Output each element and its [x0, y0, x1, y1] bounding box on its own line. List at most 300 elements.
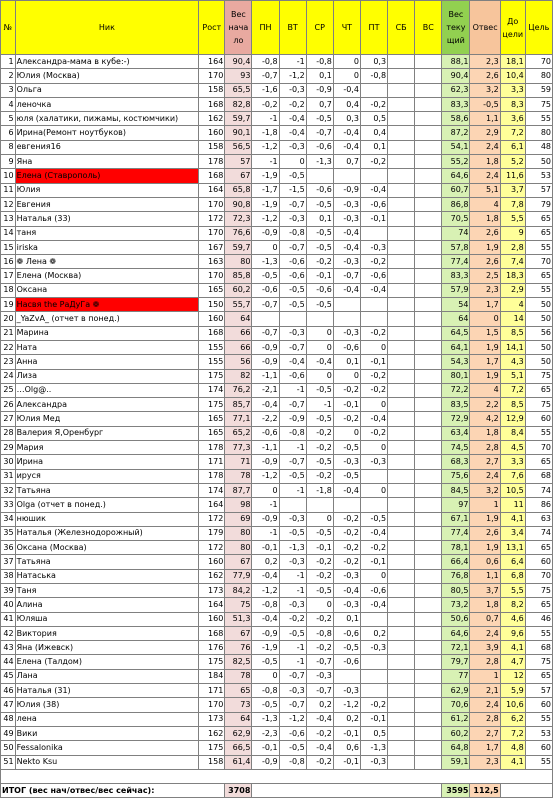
- row-sat[interactable]: [388, 726, 415, 740]
- row-goal[interactable]: 50: [525, 298, 552, 312]
- row-number[interactable]: 20: [1, 312, 16, 326]
- row-mon[interactable]: -0,4: [252, 569, 279, 583]
- row-number[interactable]: 27: [1, 412, 16, 426]
- row-name[interactable]: Ирина(Ремонт ноутбуков): [15, 126, 199, 140]
- total-current-weight[interactable]: 3595: [442, 784, 470, 798]
- row-current-weight[interactable]: 76,8: [442, 569, 470, 583]
- row-thu[interactable]: -0,4: [333, 140, 360, 154]
- row-sat[interactable]: [388, 212, 415, 226]
- row-number[interactable]: 50: [1, 741, 16, 755]
- row-mon[interactable]: -0,7: [252, 326, 279, 340]
- row-name[interactable]: Наталья (Железнодорожный): [15, 526, 199, 540]
- row-fri[interactable]: 0,4: [360, 126, 387, 140]
- row-number[interactable]: 2: [1, 69, 16, 83]
- row-lost[interactable]: 2,7: [470, 726, 500, 740]
- row-mon[interactable]: -0,8: [252, 684, 279, 698]
- row-wed[interactable]: -0,4: [306, 741, 333, 755]
- header-current-weight[interactable]: Вес теку щий: [442, 1, 470, 55]
- row-goal[interactable]: 65: [525, 541, 552, 555]
- row-number[interactable]: 11: [1, 183, 16, 197]
- row-sun[interactable]: [415, 369, 442, 383]
- row-number[interactable]: 6: [1, 126, 16, 140]
- row-fri[interactable]: [360, 655, 387, 669]
- row-thu[interactable]: -0,3: [333, 212, 360, 226]
- row-fri[interactable]: [360, 612, 387, 626]
- row-thu[interactable]: -0,6: [333, 626, 360, 640]
- row-sun[interactable]: [415, 541, 442, 555]
- row-to-goal[interactable]: 11,6: [500, 169, 525, 183]
- row-wed[interactable]: -0,8: [306, 55, 333, 69]
- row-number[interactable]: 23: [1, 355, 16, 369]
- row-current-weight[interactable]: 74,5: [442, 441, 470, 455]
- row-tue[interactable]: -0,5: [279, 626, 306, 640]
- row-fri[interactable]: -0,8: [360, 69, 387, 83]
- row-to-goal[interactable]: 5,5: [500, 212, 525, 226]
- row-to-goal[interactable]: 5,9: [500, 684, 525, 698]
- row-goal[interactable]: 55: [525, 426, 552, 440]
- row-to-goal[interactable]: 6,1: [500, 140, 525, 154]
- row-fri[interactable]: -0,2: [360, 97, 387, 111]
- row-tue[interactable]: -0,7: [279, 698, 306, 712]
- row-sat[interactable]: [388, 412, 415, 426]
- row-mon[interactable]: 0: [252, 240, 279, 254]
- row-current-weight[interactable]: 97: [442, 498, 470, 512]
- row-sun[interactable]: [415, 197, 442, 211]
- row-sat[interactable]: [388, 755, 415, 769]
- row-fri[interactable]: -0,2: [360, 426, 387, 440]
- row-lost[interactable]: 1,9: [470, 369, 500, 383]
- row-lost[interactable]: 2,5: [470, 269, 500, 283]
- row-to-goal[interactable]: 5,1: [500, 369, 525, 383]
- row-sat[interactable]: [388, 226, 415, 240]
- row-start-weight[interactable]: 80: [225, 526, 252, 540]
- row-current-weight[interactable]: 54,3: [442, 355, 470, 369]
- row-height[interactable]: 155: [199, 340, 225, 354]
- row-start-weight[interactable]: 69: [225, 512, 252, 526]
- row-goal[interactable]: 70: [525, 441, 552, 455]
- row-start-weight[interactable]: 84,2: [225, 583, 252, 597]
- row-sat[interactable]: [388, 355, 415, 369]
- row-lost[interactable]: 1,8: [470, 212, 500, 226]
- row-goal[interactable]: 70: [525, 255, 552, 269]
- row-number[interactable]: 16: [1, 255, 16, 269]
- row-height[interactable]: 174: [199, 483, 225, 497]
- row-thu[interactable]: 0: [333, 55, 360, 69]
- row-start-weight[interactable]: 61,4: [225, 755, 252, 769]
- total-start-weight[interactable]: 3708: [225, 784, 252, 798]
- header-tue[interactable]: ВТ: [279, 1, 306, 55]
- row-mon[interactable]: -1,6: [252, 83, 279, 97]
- row-goal[interactable]: 55: [525, 112, 552, 126]
- row-name[interactable]: Татьяна: [15, 483, 199, 497]
- row-goal[interactable]: 65: [525, 598, 552, 612]
- row-to-goal[interactable]: 14: [500, 312, 525, 326]
- row-current-weight[interactable]: 64,6: [442, 169, 470, 183]
- row-current-weight[interactable]: 64,8: [442, 741, 470, 755]
- row-tue[interactable]: -1: [279, 55, 306, 69]
- row-name[interactable]: Ирина: [15, 455, 199, 469]
- row-start-weight[interactable]: 65: [225, 684, 252, 698]
- row-number[interactable]: 51: [1, 755, 16, 769]
- row-thu[interactable]: -0,3: [333, 255, 360, 269]
- row-lost[interactable]: 4,2: [470, 412, 500, 426]
- row-sun[interactable]: [415, 498, 442, 512]
- row-sat[interactable]: [388, 555, 415, 569]
- row-goal[interactable]: 57: [525, 684, 552, 698]
- row-height[interactable]: 172: [199, 541, 225, 555]
- row-thu[interactable]: [333, 312, 360, 326]
- row-lost[interactable]: 2,6: [470, 255, 500, 269]
- row-thu[interactable]: -0,7: [333, 269, 360, 283]
- row-fri[interactable]: -0,6: [360, 197, 387, 211]
- row-lost[interactable]: 3,9: [470, 641, 500, 655]
- row-height[interactable]: 171: [199, 455, 225, 469]
- row-wed[interactable]: [306, 312, 333, 326]
- row-thu[interactable]: -0,3: [333, 197, 360, 211]
- row-lost[interactable]: 5,1: [470, 183, 500, 197]
- row-tue[interactable]: [279, 312, 306, 326]
- row-height[interactable]: 164: [199, 598, 225, 612]
- row-lost[interactable]: 0,6: [470, 555, 500, 569]
- row-fri[interactable]: [360, 498, 387, 512]
- row-lost[interactable]: 1,8: [470, 155, 500, 169]
- row-lost[interactable]: 1,7: [470, 355, 500, 369]
- row-lost[interactable]: 3,2: [470, 83, 500, 97]
- row-number[interactable]: 4: [1, 97, 16, 111]
- row-mon[interactable]: -0,4: [252, 612, 279, 626]
- row-to-goal[interactable]: 12: [500, 669, 525, 683]
- row-lost[interactable]: 2,1: [470, 684, 500, 698]
- row-mon[interactable]: -0,5: [252, 269, 279, 283]
- row-mon[interactable]: -1,2: [252, 469, 279, 483]
- row-wed[interactable]: 0: [306, 340, 333, 354]
- row-current-weight[interactable]: 50,6: [442, 612, 470, 626]
- row-fri[interactable]: [360, 298, 387, 312]
- row-start-weight[interactable]: 90,8: [225, 197, 252, 211]
- row-start-weight[interactable]: 66: [225, 340, 252, 354]
- row-mon[interactable]: -0,9: [252, 455, 279, 469]
- row-sun[interactable]: [415, 655, 442, 669]
- row-sun[interactable]: [415, 355, 442, 369]
- row-number[interactable]: 10: [1, 169, 16, 183]
- row-start-weight[interactable]: 78: [225, 469, 252, 483]
- row-start-weight[interactable]: 62,9: [225, 726, 252, 740]
- row-fri[interactable]: -0,1: [360, 712, 387, 726]
- row-number[interactable]: 36: [1, 541, 16, 555]
- row-name[interactable]: Olga (отчет в понед.): [15, 498, 199, 512]
- row-current-weight[interactable]: 59,1: [442, 755, 470, 769]
- row-goal[interactable]: 74: [525, 483, 552, 497]
- row-thu[interactable]: 0: [333, 426, 360, 440]
- row-sat[interactable]: [388, 626, 415, 640]
- row-fri[interactable]: -0,3: [360, 240, 387, 254]
- row-goal[interactable]: 55: [525, 283, 552, 297]
- row-lost[interactable]: 2,6: [470, 69, 500, 83]
- row-tue[interactable]: -1: [279, 483, 306, 497]
- row-wed[interactable]: -0,5: [306, 112, 333, 126]
- row-fri[interactable]: [360, 83, 387, 97]
- row-height[interactable]: 163: [199, 255, 225, 269]
- row-thu[interactable]: [333, 298, 360, 312]
- row-current-weight[interactable]: 77,4: [442, 255, 470, 269]
- row-mon[interactable]: -1: [252, 526, 279, 540]
- row-number[interactable]: 30: [1, 455, 16, 469]
- row-name[interactable]: Виктория: [15, 626, 199, 640]
- row-wed[interactable]: -0,7: [306, 684, 333, 698]
- row-mon[interactable]: -0,6: [252, 426, 279, 440]
- row-fri[interactable]: -0,2: [360, 155, 387, 169]
- row-height[interactable]: 150: [199, 298, 225, 312]
- row-name[interactable]: Марина: [15, 326, 199, 340]
- row-mon[interactable]: -0,9: [252, 340, 279, 354]
- row-name[interactable]: ируся: [15, 469, 199, 483]
- row-to-goal[interactable]: 3,3: [500, 455, 525, 469]
- row-thu[interactable]: -1,2: [333, 698, 360, 712]
- row-number[interactable]: 31: [1, 469, 16, 483]
- row-thu[interactable]: 0,6: [333, 741, 360, 755]
- row-fri[interactable]: -0,4: [360, 183, 387, 197]
- row-to-goal[interactable]: 7,4: [500, 255, 525, 269]
- row-sat[interactable]: [388, 641, 415, 655]
- row-goal[interactable]: 80: [525, 126, 552, 140]
- row-current-weight[interactable]: 68,3: [442, 455, 470, 469]
- row-fri[interactable]: -0,4: [360, 526, 387, 540]
- row-tue[interactable]: 0: [279, 155, 306, 169]
- row-thu[interactable]: -0,6: [333, 340, 360, 354]
- row-to-goal[interactable]: 4,6: [500, 612, 525, 626]
- row-tue[interactable]: -1: [279, 641, 306, 655]
- row-sat[interactable]: [388, 183, 415, 197]
- row-current-weight[interactable]: 80,5: [442, 583, 470, 597]
- row-number[interactable]: 22: [1, 340, 16, 354]
- row-wed[interactable]: [306, 169, 333, 183]
- row-fri[interactable]: -0,2: [360, 255, 387, 269]
- row-wed[interactable]: 0,1: [306, 212, 333, 226]
- row-to-goal[interactable]: 5,2: [500, 155, 525, 169]
- row-mon[interactable]: -0,9: [252, 355, 279, 369]
- row-tue[interactable]: -0,5: [279, 741, 306, 755]
- row-start-weight[interactable]: 76: [225, 641, 252, 655]
- row-thu[interactable]: 0,1: [333, 355, 360, 369]
- row-sun[interactable]: [415, 412, 442, 426]
- row-fri[interactable]: [360, 226, 387, 240]
- row-height[interactable]: 172: [199, 212, 225, 226]
- row-name[interactable]: Натаська: [15, 569, 199, 583]
- row-height[interactable]: 171: [199, 684, 225, 698]
- row-sun[interactable]: [415, 298, 442, 312]
- row-thu[interactable]: -0,2: [333, 512, 360, 526]
- row-name[interactable]: Яна (Ижевск): [15, 641, 199, 655]
- row-number[interactable]: 44: [1, 655, 16, 669]
- row-tue[interactable]: -0,5: [279, 526, 306, 540]
- row-height[interactable]: 172: [199, 512, 225, 526]
- row-mon[interactable]: -2,3: [252, 726, 279, 740]
- row-start-weight[interactable]: 59,7: [225, 112, 252, 126]
- row-to-goal[interactable]: 4,7: [500, 655, 525, 669]
- row-to-goal[interactable]: 7,2: [500, 383, 525, 397]
- row-mon[interactable]: -0,5: [252, 698, 279, 712]
- row-fri[interactable]: 0: [360, 569, 387, 583]
- row-number[interactable]: 1: [1, 55, 16, 69]
- row-wed[interactable]: -0,5: [306, 383, 333, 397]
- row-height[interactable]: 173: [199, 712, 225, 726]
- row-current-weight[interactable]: 80,1: [442, 369, 470, 383]
- row-lost[interactable]: 1,9: [470, 512, 500, 526]
- header-start-weight[interactable]: Вес нача ло: [225, 1, 252, 55]
- row-name[interactable]: Таня: [15, 583, 199, 597]
- row-height[interactable]: 164: [199, 183, 225, 197]
- row-tue[interactable]: -0,5: [279, 283, 306, 297]
- row-name[interactable]: Оксана (Москва): [15, 541, 199, 555]
- row-start-weight[interactable]: 87,7: [225, 483, 252, 497]
- row-lost[interactable]: 3,7: [470, 583, 500, 597]
- row-name[interactable]: Наталья (31): [15, 684, 199, 698]
- row-sun[interactable]: [415, 569, 442, 583]
- row-tue[interactable]: -0,3: [279, 83, 306, 97]
- row-sat[interactable]: [388, 55, 415, 69]
- row-wed[interactable]: -0,6: [306, 183, 333, 197]
- row-height[interactable]: 175: [199, 369, 225, 383]
- row-goal[interactable]: 68: [525, 469, 552, 483]
- row-sat[interactable]: [388, 383, 415, 397]
- row-current-weight[interactable]: 57,9: [442, 283, 470, 297]
- row-start-weight[interactable]: 66: [225, 326, 252, 340]
- row-thu[interactable]: 0,7: [333, 155, 360, 169]
- row-sat[interactable]: [388, 197, 415, 211]
- row-to-goal[interactable]: 10,4: [500, 69, 525, 83]
- row-wed[interactable]: -0,5: [306, 526, 333, 540]
- row-tue[interactable]: -0,4: [279, 126, 306, 140]
- row-wed[interactable]: -0,2: [306, 755, 333, 769]
- row-mon[interactable]: -1,2: [252, 583, 279, 597]
- row-current-weight[interactable]: 70,6: [442, 698, 470, 712]
- row-fri[interactable]: -0,2: [360, 698, 387, 712]
- row-mon[interactable]: 0,2: [252, 555, 279, 569]
- row-thu[interactable]: -0,4: [333, 126, 360, 140]
- row-lost[interactable]: 1: [470, 498, 500, 512]
- row-thu[interactable]: 0,1: [333, 612, 360, 626]
- row-current-weight[interactable]: 83,3: [442, 269, 470, 283]
- row-to-goal[interactable]: 3,3: [500, 83, 525, 97]
- row-goal[interactable]: 63: [525, 512, 552, 526]
- row-fri[interactable]: 0: [360, 441, 387, 455]
- row-tue[interactable]: -0,3: [279, 326, 306, 340]
- row-wed[interactable]: 0,7: [306, 97, 333, 111]
- row-tue[interactable]: -1: [279, 569, 306, 583]
- row-goal[interactable]: 80: [525, 69, 552, 83]
- row-wed[interactable]: -0,2: [306, 612, 333, 626]
- row-name[interactable]: Fessalonika: [15, 741, 199, 755]
- row-wed[interactable]: 0,2: [306, 698, 333, 712]
- row-height[interactable]: 176: [199, 641, 225, 655]
- row-number[interactable]: 19: [1, 298, 16, 312]
- row-fri[interactable]: 0,3: [360, 55, 387, 69]
- row-fri[interactable]: 0,5: [360, 112, 387, 126]
- row-height[interactable]: 158: [199, 140, 225, 154]
- row-height[interactable]: 168: [199, 97, 225, 111]
- row-lost[interactable]: 2,4: [470, 698, 500, 712]
- row-tue[interactable]: -0,8: [279, 226, 306, 240]
- row-sat[interactable]: [388, 441, 415, 455]
- row-sat[interactable]: [388, 684, 415, 698]
- row-sat[interactable]: [388, 612, 415, 626]
- row-fri[interactable]: 0,2: [360, 626, 387, 640]
- row-mon[interactable]: -1,9: [252, 197, 279, 211]
- row-lost[interactable]: 1: [470, 669, 500, 683]
- row-number[interactable]: 42: [1, 626, 16, 640]
- row-goal[interactable]: 55: [525, 240, 552, 254]
- row-start-weight[interactable]: 76,2: [225, 383, 252, 397]
- row-current-weight[interactable]: 58,6: [442, 112, 470, 126]
- row-goal[interactable]: 65: [525, 383, 552, 397]
- row-lost[interactable]: -0,5: [470, 97, 500, 111]
- row-mon[interactable]: -0,1: [252, 741, 279, 755]
- row-to-goal[interactable]: 6,8: [500, 569, 525, 583]
- row-to-goal[interactable]: 4,1: [500, 755, 525, 769]
- row-lost[interactable]: 2,3: [470, 755, 500, 769]
- row-height[interactable]: 168: [199, 326, 225, 340]
- row-number[interactable]: 14: [1, 226, 16, 240]
- row-height[interactable]: 160: [199, 612, 225, 626]
- row-tue[interactable]: -0,7: [279, 197, 306, 211]
- row-number[interactable]: 33: [1, 498, 16, 512]
- row-height[interactable]: 165: [199, 412, 225, 426]
- row-to-goal[interactable]: 8,2: [500, 598, 525, 612]
- row-mon[interactable]: [252, 312, 279, 326]
- row-thu[interactable]: 0: [333, 69, 360, 83]
- row-name[interactable]: Оксана: [15, 283, 199, 297]
- row-to-goal[interactable]: 7,6: [500, 469, 525, 483]
- row-sun[interactable]: [415, 512, 442, 526]
- row-start-weight[interactable]: 80: [225, 255, 252, 269]
- row-goal[interactable]: 68: [525, 641, 552, 655]
- row-wed[interactable]: -0,3: [306, 669, 333, 683]
- row-name[interactable]: леночка: [15, 97, 199, 111]
- row-number[interactable]: 35: [1, 526, 16, 540]
- row-number[interactable]: 18: [1, 283, 16, 297]
- row-number[interactable]: 25: [1, 383, 16, 397]
- row-fri[interactable]: [360, 669, 387, 683]
- header-height[interactable]: Рост: [199, 1, 225, 55]
- row-sun[interactable]: [415, 183, 442, 197]
- row-current-weight[interactable]: 55,2: [442, 155, 470, 169]
- row-lost[interactable]: 2,4: [470, 169, 500, 183]
- row-name[interactable]: Елена (Ставрополь): [15, 169, 199, 183]
- row-tue[interactable]: -1,2: [279, 69, 306, 83]
- row-mon[interactable]: -2,1: [252, 383, 279, 397]
- row-lost[interactable]: 1,1: [470, 569, 500, 583]
- row-name[interactable]: таня: [15, 226, 199, 240]
- row-goal[interactable]: 55: [525, 755, 552, 769]
- row-current-weight[interactable]: 77: [442, 669, 470, 683]
- row-height[interactable]: 178: [199, 469, 225, 483]
- row-mon[interactable]: -0,8: [252, 598, 279, 612]
- row-name[interactable]: Анна: [15, 355, 199, 369]
- row-mon[interactable]: -0,9: [252, 226, 279, 240]
- row-sun[interactable]: [415, 684, 442, 698]
- row-goal[interactable]: 53: [525, 726, 552, 740]
- row-sat[interactable]: [388, 83, 415, 97]
- row-tue[interactable]: -0,3: [279, 212, 306, 226]
- row-wed[interactable]: -0,5: [306, 455, 333, 469]
- row-start-weight[interactable]: 73: [225, 698, 252, 712]
- row-tue[interactable]: -0,6: [279, 369, 306, 383]
- row-sat[interactable]: [388, 255, 415, 269]
- row-goal[interactable]: 70: [525, 55, 552, 69]
- row-to-goal[interactable]: 7,8: [500, 197, 525, 211]
- row-start-weight[interactable]: 65,8: [225, 183, 252, 197]
- row-tue[interactable]: -0,7: [279, 340, 306, 354]
